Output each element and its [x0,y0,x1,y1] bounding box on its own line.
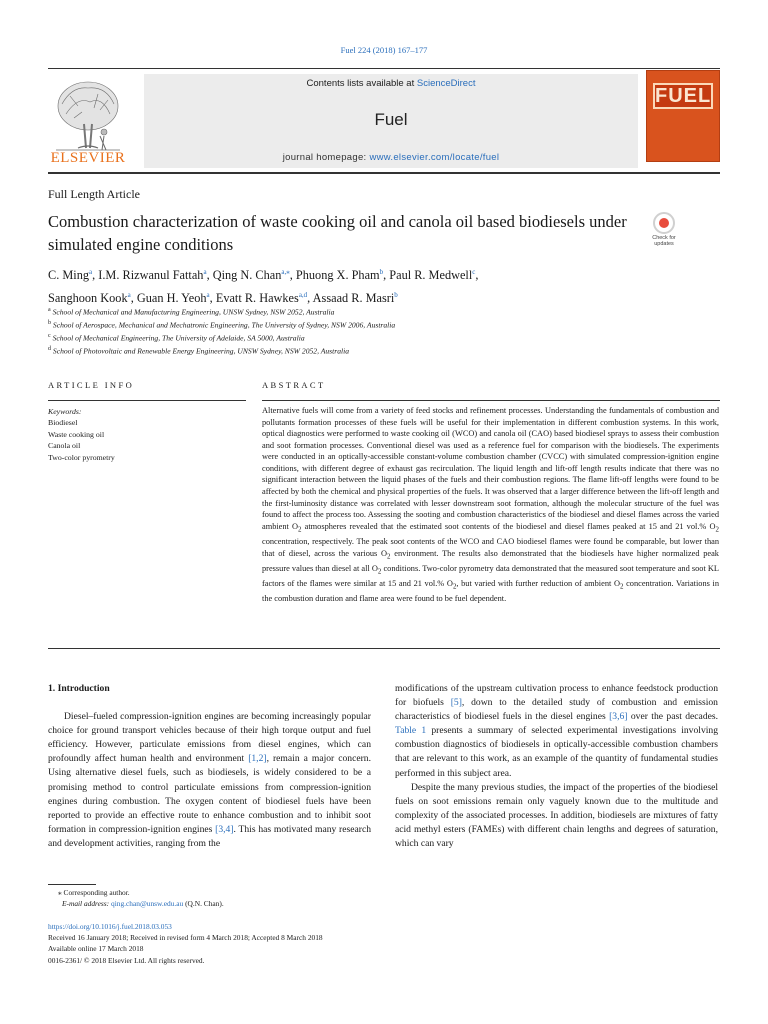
citation-link[interactable]: [3,4] [215,823,234,835]
keywords-label: Keywords: [48,407,82,416]
contents-prefix: Contents lists available at [306,78,417,89]
author-name[interactable]: Evatt R. Hawkes [215,291,299,306]
author-name[interactable]: Paul R. Medwell [389,268,473,283]
author-affiliation-mark[interactable]: a [203,268,207,276]
section-heading-introduction: 1. Introduction [48,683,110,694]
available-online-date: Available online 17 March 2018 [48,944,144,954]
check-for-updates-badge[interactable] [646,212,682,252]
received-dates: Received 16 January 2018; Received in revised form 4 March 2018; Accepted 8 March 2018 [48,933,323,943]
keyword-item[interactable]: Two-color pyrometry [48,452,115,462]
keyword-item[interactable]: Biodiesel [48,418,78,428]
contents-available-line [144,78,638,89]
homepage-prefix: journal homepage: [282,152,370,163]
author-name[interactable]: I.M. Rizwanul Fattah [98,268,204,283]
author-name[interactable]: Phuong X. Pham [295,268,380,283]
citation-link[interactable]: [1,2] [248,753,267,765]
journal-homepage-line [144,152,638,163]
check-updates-label: Check for updates [652,235,676,247]
footnote-rule [48,884,96,885]
article-title: Combustion characterization of waste cooking oil and canola oil based biodiesels under simulated engine conditions [48,212,627,254]
affiliation-item: $^c$ School of Mechanical Engineering, The University of Adelaide, SA 5000, Australia [48,332,305,343]
author-affiliation-mark[interactable]: a [89,268,93,276]
affiliation-item: $^b$ School of Aerospace, Mechanical and Mechatronic Engineering, The University of Sydney, NSW 2006, Australia [48,319,396,330]
journal-cover-thumbnail[interactable] [646,70,720,162]
copyright-line: 0016-2361/ © 2018 Elsevier Ltd. All rights reserved. [48,955,205,965]
check-updates-icon [653,212,675,234]
citation-link[interactable]: [5] [450,697,462,709]
table-reference-link[interactable]: Table 1 [395,725,427,737]
abstract-heading: ABSTRACT [262,380,326,390]
abstract-bottom-rule [48,648,720,649]
affiliation-item: $^d$ School of Photovoltaic and Renewable Energy Engineering, UNSW Sydney, NSW 2052, Australia [48,345,350,356]
masthead-top-rule [48,68,720,69]
intro-paragraph: Diesel–fueled compression-ignition engines are becoming increasingly popular choice for ground transport vehicles because of their high torque output and fuel efficiency. However, particulate emissions from diesel engines, which can profoundly affect human health and environment [1,2], remain a major concern. Using alternative diesel fuels, such as biodiesels, is widely considered to be a promising method to control particulate emissions from compression-ignition engines during combustion. The oxygen content of biodiesel fuels have been reported to provide an effective route to enhance combustion and to inhibit soot formation in compression-ignition engines [3,4]. This has motivated many research and development activities, ranging from the [48,711,372,849]
author-list: C. Ming$^a$, I.M. Rizwanul Fattah$^a$, Qing N. Chan$^{a,⁎}$, Phuong X. Pham$^b$, Paul R. Medwell$^c$, Sanghoon Kook$^a$, Guan H. Yeoh$^a$, Evatt R. Hawkes$^{a,d}$, Assaad R. Masri$^b$ [48,268,479,306]
body-column-left [48,682,371,851]
elsevier-wordmark: ELSEVIER [50,150,126,166]
author-affiliation-mark[interactable]: a [206,291,210,300]
journal-name: Fuel [374,110,408,129]
corresponding-author-note: ⁎ Corresponding author. [58,888,130,897]
journal-masthead [48,68,720,168]
keywords-block [48,406,238,463]
author-affiliation-mark[interactable]: a [127,291,131,300]
email-link[interactable]: qing.chan@unsw.edu.au [111,899,184,909]
intro-paragraph: modifications of the upstream cultivation process to enhance feedstock production for biofuels [5], down to the detailed study of combustion and emission characteristics of biodiesel fuels in the diesel engines [3,6] over the past decades. Table 1 presents a summary of selected experimental investigations involving combustion diagnostics of biodiesels in optically-accessible combustion chambers that are relevant to this work, as an example of the quantity of fundamental studies performed in this subject area. [395,683,719,779]
keyword-item[interactable]: Canola oil [48,441,81,451]
affiliation-item: $^a$ School of Mechanical and Manufacturing Engineering, UNSW Sydney, NSW 2052, Australia [48,307,335,317]
abstract-text: Alternative fuels will come from a variety of feed stocks and refinement processes. Understanding the fundamentals of combustion and pollutants formation processes of these fuels will be useful for their implementation in different combustion systems. In this work, optical diagnostics were performed to waste cooking oil (WCO) and canola oil (CAO) based biodiesel sprays to assess their combustion and soot formation processes. Conventional diesel was used as a reference fuel for comparison with the biodiesels. The experiments were conducted in an optically-accessible constant-volume combustion chamber (CVCC) with simulated compression-ignition engine conditions, with different degree of exhaust gas recirculation. The liquid length and lift-off length results indicate that there was no significant interaction between the liquid phases of the fuels and their combustion regions. The flame lift-off lengths were found to be affected by both the chemical and physical properties of the fuels. It was observed that a larger difference between the lift-off length and the first-luminosity distance was correlated with lesser downstream soot formation, although the molecular structure of the fuel was found to affect the process too. Assessing the sooting and combustion characteristics of the biodiesel and diesel flames across the varied ambient $O_2$ atmospheres revealed that the estimated soot contents of the biodiesel and diesel flames peaked at 15 and 21 vol.% $O_2$ concentration, respectively. The peak soot contents of the WCO and CAO biodiesel flames were found be comparable, but lower than that of diesel, across the various $O_2$ environment. The results also demonstrated that the biodiesels have higher normalized peak pressure values than diesel at all $O_2$ conditions. Two-color pyrometry data demonstrated that the measured soot temperature and soot KL factors of the flames were similar at 15 and 21 vol.% $O_2$, but varied with further reduction of ambient $O_2$ concentration. Variations in the combustion duration and flame area were found to be fuel dependent. [262,406,720,604]
intro-paragraph: Despite the many previous studies, the impact of the properties of the biodiesel fuels on soot emissions remain only vaguely known due to the multitude and complexity of the associated processes. In addition, biodiesels are mixtures of fatty acid methyl esters (FAMEs) with different chain lengths and degrees of saturation, which can vary [395,781,718,850]
journal-info-box [144,74,638,168]
author-name[interactable]: Sanghoon Kook [48,291,128,306]
author-name[interactable]: Guan H. Yeoh [136,291,207,306]
author-name[interactable]: Qing N. Chan [212,268,282,283]
body-column-right [395,682,718,851]
affiliation-list [48,305,688,357]
citation-link[interactable]: [3,6] [609,711,628,723]
doi-link[interactable]: https://doi.org/10.1016/j.fuel.2018.03.053 [48,922,172,931]
abstract-rule [262,400,720,401]
author-affiliation-mark[interactable]: a,⁎ [281,268,290,276]
keyword-item[interactable]: Waste cooking oil [48,429,105,439]
publication-info [48,921,468,966]
author-name[interactable]: Assaad R. Masri [312,291,395,306]
author-affiliation-mark[interactable]: c [472,268,476,276]
article-info-rule [48,400,246,401]
article-info-heading: ARTICLE INFO [48,380,135,390]
sciencedirect-link[interactable]: ScienceDirect [416,78,476,89]
author-affiliation-mark[interactable]: b [394,291,398,300]
footnotes [48,887,408,909]
article-type: Full Length Article [48,187,140,201]
homepage-link[interactable]: www.elsevier.com/locate/fuel [369,152,500,163]
email-line: E-mail address: qing.chan@unsw.edu.au (Q.N. Chan). [62,899,224,909]
journal-citation-link[interactable]: Fuel 224 (2018) 167–177 [340,45,428,55]
masthead-bottom-rule [48,172,720,174]
cover-title: FUEL [655,85,712,107]
author-name[interactable]: C. Ming [48,268,89,283]
author-affiliation-mark[interactable]: a,d [298,291,308,300]
author-affiliation-mark[interactable]: b [379,268,384,276]
